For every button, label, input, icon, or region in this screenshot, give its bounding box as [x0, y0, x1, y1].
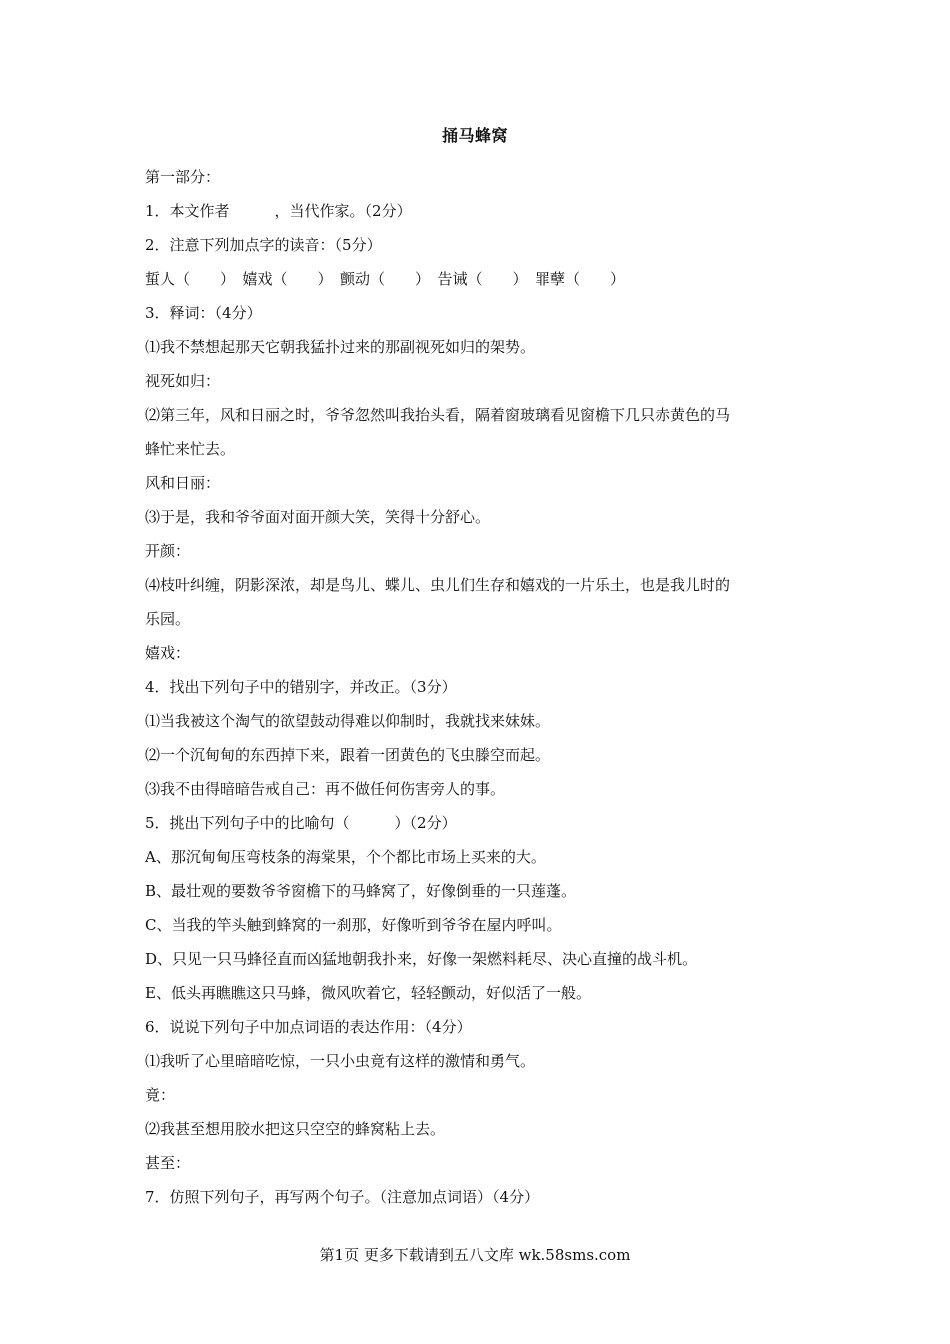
question-6: 6．说说下列句子中加点词语的表达作用：（4分） [145, 1018, 472, 1036]
question-3-term-2: 风和日丽： [145, 474, 221, 492]
question-4-sentence-3: ⑶我不由得暗暗告戒自己：再不做任何伤害旁人的事。 [145, 780, 506, 798]
question-5-option-d: D、只见一只马蜂径直而凶猛地朝我扑来，好像一架燃料耗尽、决心直撞的战斗机。 [145, 950, 698, 968]
question-3-sentence-1: ⑴我不禁想起那天它朝我猛扑过来的那副视死如归的架势。 [145, 338, 536, 356]
question-3-term-3: 开颜： [145, 542, 191, 560]
question-3-sentence-2-cont: 蜂忙来忙去。 [145, 440, 236, 458]
question-7: 7．仿照下列句子，再写两个句子。（注意加点词语）（4分） [145, 1188, 540, 1206]
page-footer: 第1页 更多下载请到五八文库 wk.58sms.com [319, 1246, 631, 1264]
document-body [145, 160, 815, 1214]
question-3-term-1: 视死如归： [145, 372, 221, 390]
question-6-term-1: 竟： [145, 1086, 176, 1104]
question-5-option-b: B、最壮观的要数爷爷窗檐下的马蜂窝了，好像倒垂的一只莲蓬。 [145, 882, 577, 900]
question-3-term-4: 嬉戏： [145, 644, 191, 662]
question-5-option-c: C、当我的竿头触到蜂窝的一刹那，好像听到爷爷在屋内呼叫。 [145, 916, 562, 934]
question-4-sentence-1: ⑴当我被这个淘气的欲望鼓动得难以仰制时，我就找来妹妹。 [145, 712, 551, 730]
question-6-term-2: 甚至： [145, 1154, 191, 1172]
question-5-option-e: E、低头再瞧瞧这只马蜂，微风吹着它，轻轻颤动，好似活了一般。 [145, 984, 591, 1002]
question-3-sentence-4-cont: 乐园。 [145, 610, 191, 628]
section-heading: 第一部分： [145, 168, 221, 186]
question-5-option-a: A、那沉甸甸压弯枝条的海棠果，个个都比市场上买来的大。 [145, 848, 546, 866]
question-4: 4．找出下列句子中的错别字，并改正。（3分） [145, 678, 457, 696]
question-3: 3．释词：（4分） [145, 304, 262, 322]
document-title: 捅马蜂窝 [441, 126, 508, 145]
question-6-sentence-1: ⑴我听了心里暗暗吃惊，一只小虫竟有这样的激情和勇气。 [145, 1052, 536, 1070]
question-3-sentence-2: ⑵第三年，风和日丽之时，爷爷忽然叫我抬头看，隔着窗玻璃看见窗檐下几只赤黄色的马 [145, 406, 731, 424]
question-2: 2．注意下列加点字的读音：（5分） [145, 236, 382, 254]
question-3-sentence-3: ⑶于是，我和爷爷面对面开颜大笑，笑得十分舒心。 [145, 508, 491, 526]
question-1: 1．本文作者 ，当代作家。（2分） [145, 202, 412, 220]
question-4-sentence-2: ⑵一个沉甸甸的东西掉下来，跟着一团黄色的飞虫滕空而起。 [145, 746, 551, 764]
question-2-items: 蜇人（ ） 嬉戏（ ） 颤动（ ） 告诫（ ） 罪孽（ ） [145, 270, 626, 288]
question-3-sentence-4: ⑷枝叶纠缠，阴影深浓，却是鸟儿、蝶儿、虫儿们生存和嬉戏的一片乐土，也是我儿时的 [145, 576, 731, 594]
question-5: 5．挑出下列句子中的比喻句（ ）（2分） [145, 814, 457, 832]
question-6-sentence-2: ⑵我甚至想用胶水把这只空空的蜂窝粘上去。 [145, 1120, 446, 1138]
